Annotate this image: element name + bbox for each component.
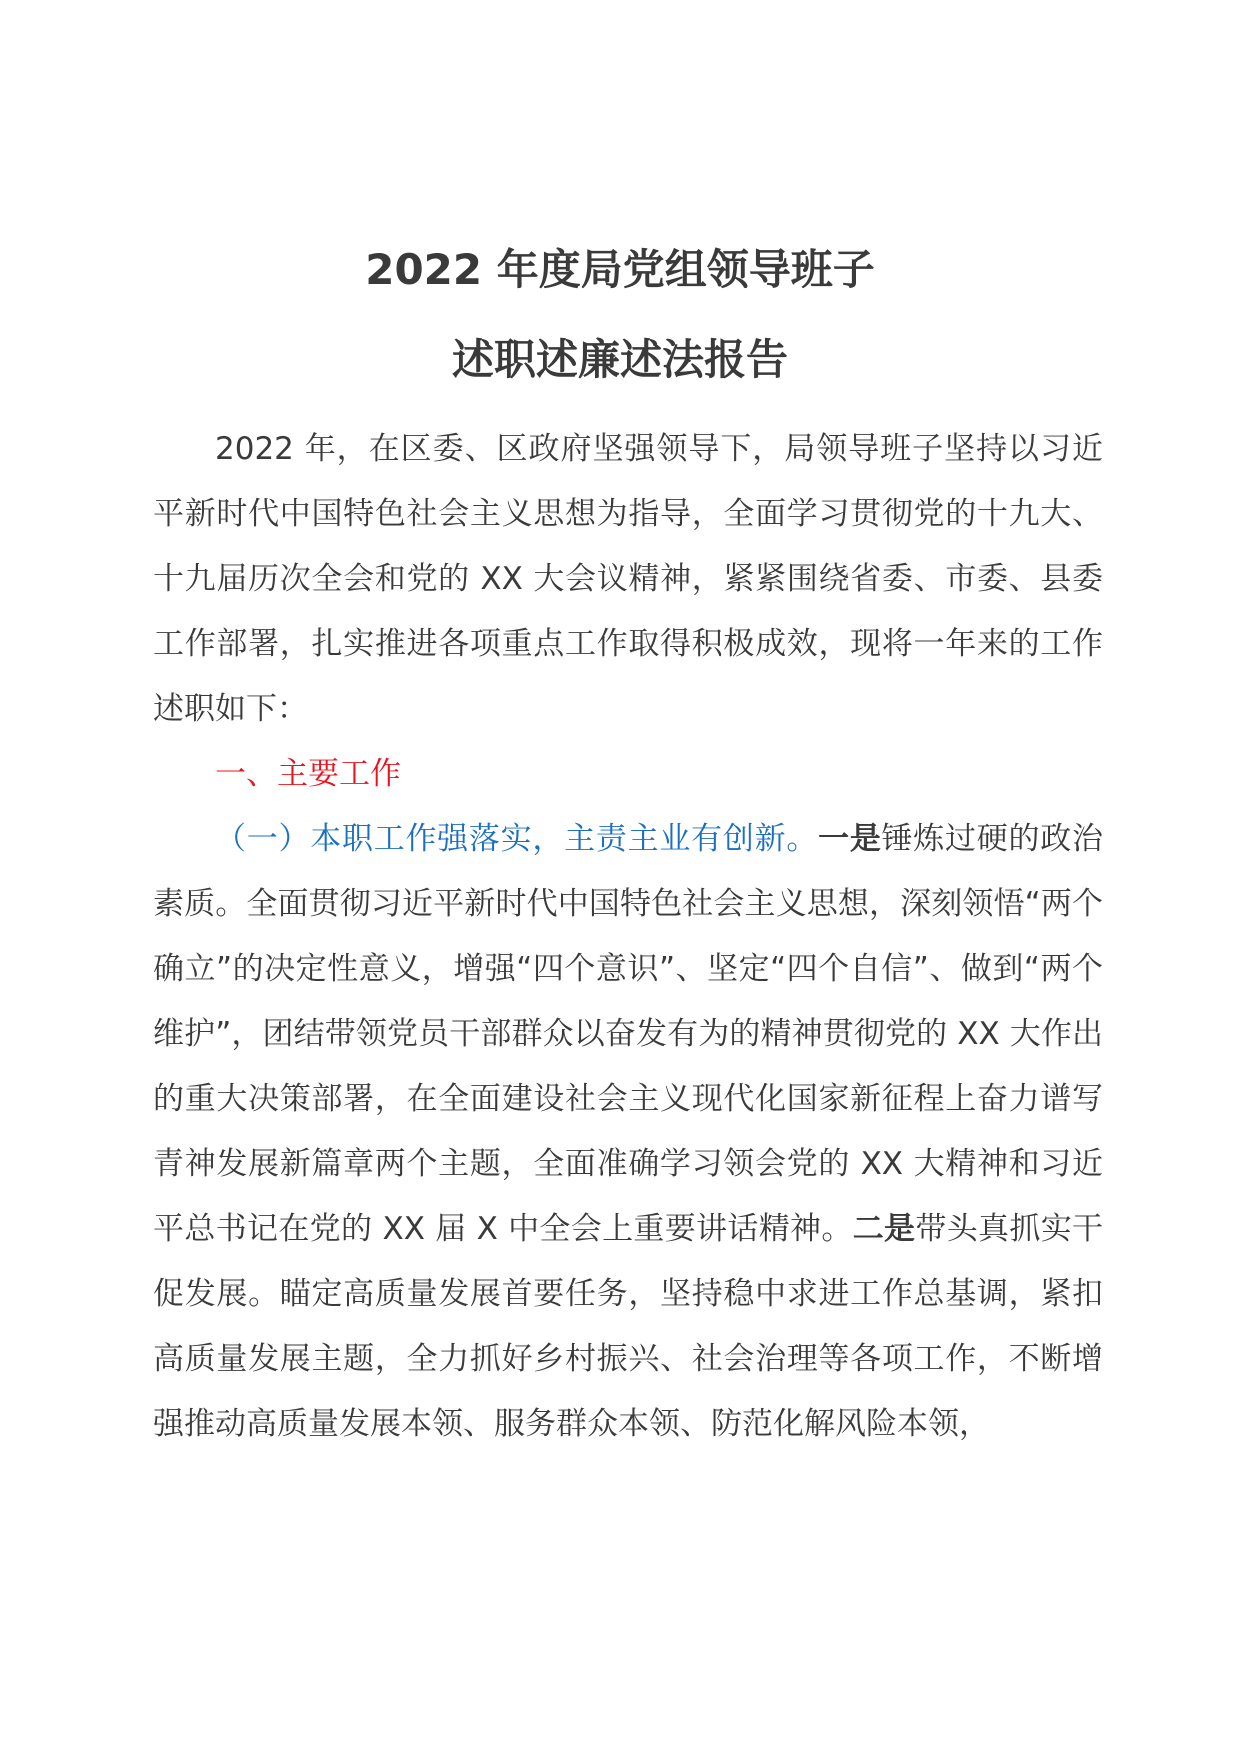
point-2-text: 带头真抓实干促发展。瞄定高质量发展首要任务，坚持稳中求进工作总基调，紧扣高质量发展主题，全力抓好乡村振兴、社会治理等各项工作，不断增强推动高质量发展本领、服务群众本领、防范化解风险本领， bbox=[153, 1211, 1104, 1442]
intro-paragraph: 2022 年，在区委、区政府坚强领导下，局领导班子坚持以习近平新时代中国特色社会主义思想为指导，全面学习贯彻党的十九大、十九届历次全会和党的 XX 大会议精神，紧紧围绕省委、市委、县委工作部署，扎实推进各项重点工作取得积极成效，现将一年来的工作述职如下： bbox=[153, 431, 1103, 727]
point-1-label: 一是 bbox=[818, 821, 882, 857]
subsection-heading: （一）本职工作强落实，主责主业有创新。 bbox=[215, 821, 819, 857]
point-2-label: 二是 bbox=[852, 1211, 916, 1247]
document-body bbox=[153, 417, 1103, 1457]
subsection-paragraph bbox=[153, 807, 1103, 1457]
section-heading: 一、主要工作 bbox=[215, 756, 401, 792]
point-1-text: 锤炼过硬的政治素质。全面贯彻习近平新时代中国特色社会主义思想，深刻领悟“两个确立”的决定性意义，增强“四个意识”、坚定“四个自信”、做到“两个维护”，团结带领党员干部群众以奋发有为的精神贯彻党的 XX 大作出的重大决策部署，在全面建设社会主义现代化国家新征程上奋力谱写青神发展新篇章两个主题，全面准确学习领会党的 XX 大精神和习近平总书记在党的 XX 届 X 中全会上重要讲话精神。 bbox=[153, 821, 1104, 1247]
document-title-line-2: 述职述廉述法报告 bbox=[451, 335, 788, 384]
document-title-line-1: 2022 年度局党组领导班子 bbox=[365, 245, 875, 294]
